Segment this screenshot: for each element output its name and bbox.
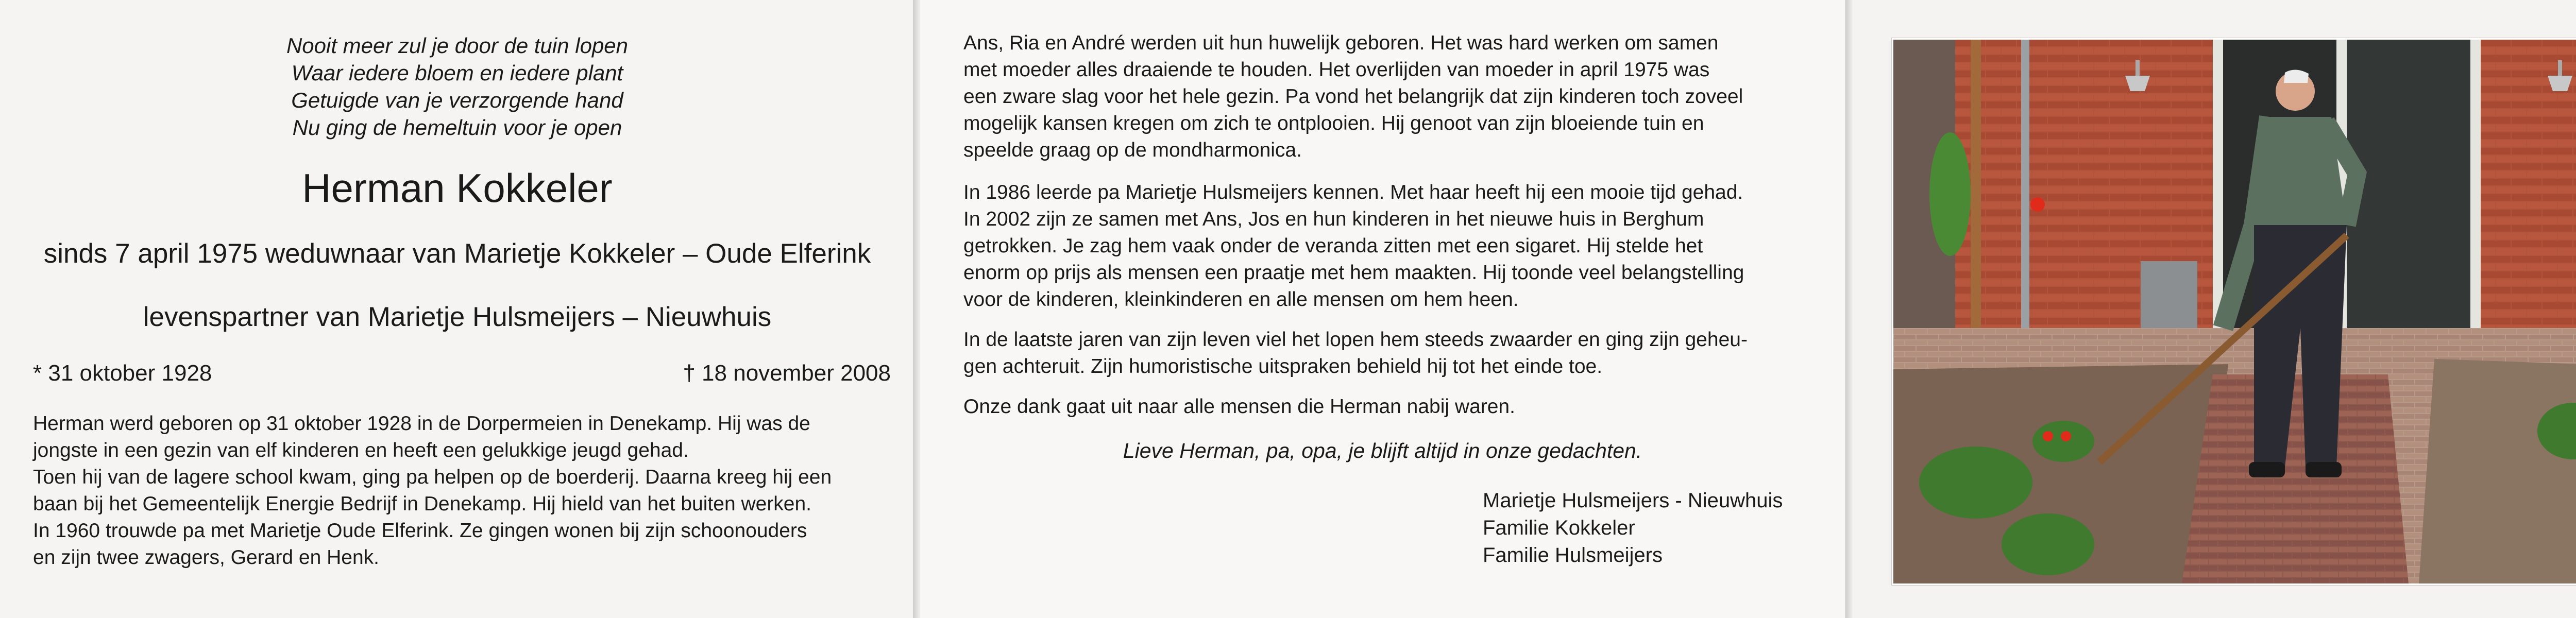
closing-line: Lieve Herman, pa, opa, je blijft altijd in onze gedachten. [1123, 439, 1642, 462]
card-fold [1845, 0, 1853, 618]
signer: Familie Hulsmeijers [1483, 544, 1663, 566]
poem-line: Getuigde van je verzorgende hand [291, 88, 623, 112]
text-line: Onze dank gaat uit naar alle mensen die Herman nabij waren. [963, 396, 1515, 418]
memorial-photo [1892, 38, 2576, 585]
paragraph [963, 179, 1798, 313]
text-line: gen achteruit. Zijn humoristische uitspraken behield hij tot het einde toe. [963, 355, 1603, 377]
text-line: mogelijk kansen kregen om zich te ontplooien. Hij genoot van zijn bloeiende tuin en [963, 112, 1704, 134]
card-panel-middle [920, 0, 1845, 618]
text-line: een zware slag voor het hele gezin. Pa vond het belangrijk dat zijn kinderen toch zoveel [963, 85, 1743, 108]
bio-line: Herman werd geboren op 31 oktober 1928 in de Dorpermeien in Denekamp. Hij was de [33, 413, 810, 435]
paragraph [963, 327, 1798, 380]
poem-line: Nooit meer zul je door de tuin lopen [286, 33, 629, 58]
drainpipe [2021, 40, 2029, 328]
text-line: met moeder alles draaiende te houden. Het overlijden van moeder in april 1975 was [963, 59, 1710, 81]
bio-line: jongste in een gezin van elf kinderen en heeft een gelukkige jeugd gehad. [33, 439, 689, 461]
text-line: In de laatste jaren van zijn leven viel het lopen hem steeds zwaarder en ging zijn geheu- [963, 329, 1748, 351]
poem-line: Nu ging de hemeltuin voor je open [292, 115, 622, 140]
signers [1483, 487, 1783, 569]
bio-line: baan bij het Gemeentelijk Energie Bedrijf in Denekamp. Hij hield van het buiten werken. [33, 493, 812, 515]
card-fold [913, 0, 920, 618]
text-line: In 2002 zijn ze samen met Ans, Jos en hun kinderen in het nieuwe huis in Berghum [963, 208, 1704, 230]
signer: Familie Kokkeler [1483, 517, 1635, 539]
text-line: getrokken. Je zag hem vaak onder de veranda zitten met een sigaret. Hij stelde het [963, 235, 1703, 257]
deceased-name: Herman Kokkeler [302, 165, 613, 211]
bio-line: en zijn twee zwagers, Gerard en Henk. [33, 546, 379, 569]
card-panel-left [0, 0, 914, 618]
text-line: Ans, Ria en André werden uit hun huwelijk geboren. Het was hard werken om samen [963, 32, 1719, 54]
card-panel-right [1853, 0, 2576, 618]
widower-line: sinds 7 april 1975 weduwnaar van Marietje Kokkeler – Oude Elferink [43, 238, 871, 269]
brick-path [2182, 374, 2409, 583]
text-line: enorm op prijs als mensen een praatje met hem maakten. Hij toonde veel belangstelling [963, 262, 1744, 284]
biography [33, 410, 899, 571]
partner-line: levenspartner van Marietje Hulsmeijers – Nieuwhuis [143, 302, 772, 332]
glass-door [2347, 40, 2470, 336]
poem [0, 32, 914, 141]
text-line: speelde graag op de mondharmonica. [963, 139, 1302, 161]
signer: Marietje Hulsmeijers - Nieuwhuis [1483, 489, 1783, 512]
bio-line: Toen hij van de lagere school kwam, ging pa helpen op de boerderij. Daarna kreeg hij een [33, 466, 832, 488]
text-line: In 1986 leerde pa Marietje Hulsmeijers kennen. Met haar heeft hij een mooie tijd gehad. [963, 181, 1743, 203]
birth-date: * 31 oktober 1928 [33, 360, 212, 386]
poem-line: Waar iedere bloem en iedere plant [291, 61, 623, 85]
bio-line: In 1960 trouwde pa met Marietje Oude Elferink. Ze gingen wonen bij zijn schoonouders [33, 520, 807, 542]
paragraph [963, 30, 1798, 164]
soil-bed [2419, 359, 2576, 583]
paragraph [963, 393, 1798, 420]
death-date: † 18 november 2008 [683, 360, 891, 386]
text-line: voor de kinderen, kleinkinderen en alle mensen om hem heen. [963, 288, 1519, 311]
wood-post [1971, 40, 1981, 328]
